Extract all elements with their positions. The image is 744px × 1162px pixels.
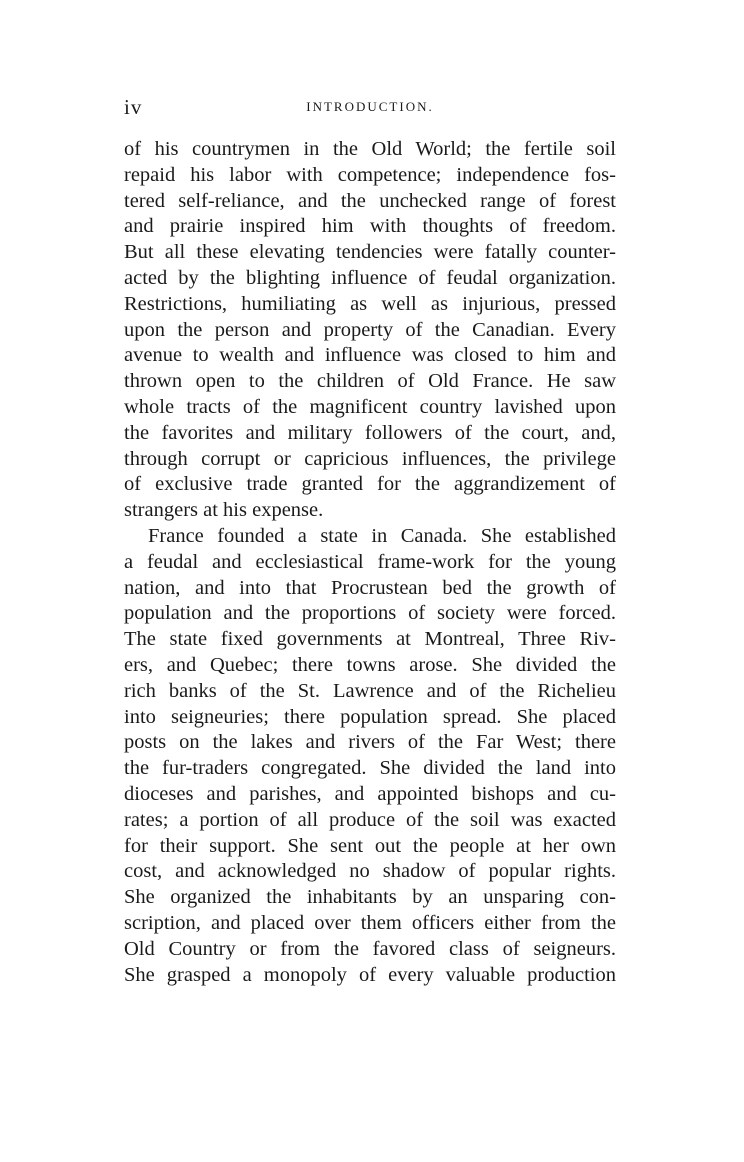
text-line: rates; a portion of all produce of the soil was exacted [124, 808, 616, 831]
text-line: repaid his labor with competence; independence fos- [124, 163, 616, 186]
text-line: scription, and placed over them officers either from the [124, 911, 616, 934]
text-line: ers, and Quebec; there towns arose. She divided the [124, 653, 616, 676]
text-line: avenue to wealth and influence was closed to him and [124, 344, 616, 367]
text-line: cost, and acknowledged no shadow of popular rights. [124, 860, 616, 883]
text-line: France founded a state in Canada. She established [148, 524, 616, 547]
text-line: for their support. She sent out the people at her own [124, 834, 616, 857]
text-line: of exclusive trade granted for the aggrandizement of [124, 473, 616, 496]
text-line: Restrictions, humiliating as well as injurious, pressed [124, 292, 616, 315]
text-line: into seigneuries; there population spread. She placed [124, 705, 616, 728]
text-line: of his countrymen in the Old World; the fertile soil [124, 138, 616, 160]
page-header [124, 95, 616, 123]
text-line: and prairie inspired him with thoughts of freedom. [124, 215, 616, 238]
text-line: whole tracts of the magnificent country lavished upon [124, 395, 616, 418]
text-line: a feudal and ecclesiastical frame-work for the young [124, 550, 616, 573]
text-line: thrown open to the children of Old France. He saw [124, 370, 616, 393]
page-number: iv [124, 95, 143, 119]
text-line: The state fixed governments at Montreal, Three Riv- [124, 628, 616, 651]
text-line: tered self-reliance, and the unchecked range of forest [124, 189, 616, 212]
text-line: population and the proportions of society were forced. [124, 602, 616, 625]
text-line: through corrupt or capricious influences, the privilege [124, 447, 616, 470]
text-line: She grasped a monopoly of every valuable production [124, 963, 616, 986]
text-line: upon the person and property of the Canadian. Every [124, 318, 616, 341]
text-line: But all these elevating tendencies were fatally counter- [124, 241, 616, 264]
text-line: dioceses and parishes, and appointed bishops and cu- [124, 782, 616, 805]
text-line: rich banks of the St. Lawrence and of the Richelieu [124, 679, 616, 702]
text-line: nation, and into that Procrustean bed the growth of [124, 576, 616, 599]
text-line: posts on the lakes and rivers of the Far West; there [124, 731, 616, 754]
running-head: INTRODUCTION. [306, 99, 434, 114]
body-text [124, 137, 616, 988]
text-line: Old Country or from the favored class of seigneurs. [124, 937, 616, 960]
text-line: She organized the inhabitants by an unsparing con- [124, 886, 616, 909]
text-line: the favorites and military followers of the court, and, [124, 421, 616, 444]
text-line: acted by the blighting influence of feudal organization. [124, 266, 616, 289]
text-line: strangers at his expense. [124, 499, 324, 522]
text-line: the fur-traders congregated. She divided the land into [124, 757, 616, 780]
